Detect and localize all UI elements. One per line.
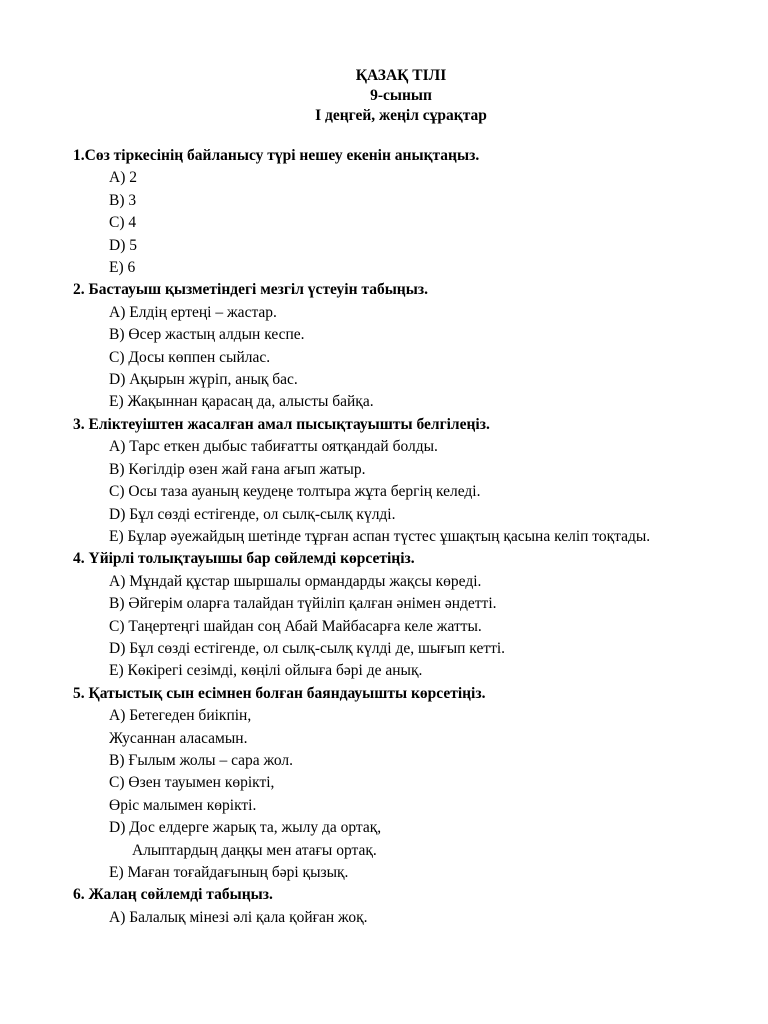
answer-option: D) 5 [109, 236, 137, 254]
answer-option: С) Осы таза ауаның кеудеңе толтыра жұта бергің келеді. [109, 483, 481, 501]
question-6 [73, 884, 693, 929]
answer-option: А) 2 [109, 169, 137, 187]
question-2 [73, 279, 693, 413]
answer-option: Е) Бұлар әуежайдың шетінде тұрған аспан түстес ұшақтың қасына келіп тоқтады. [109, 527, 651, 545]
questions-list [73, 145, 693, 929]
answer-option: Е) 6 [109, 259, 136, 277]
question-text: 1.Сөз тіркесінің байланысу түрі нешеу екенін анықтаңыз. [73, 147, 480, 164]
answer-option: Е) Маған тоғайдағының бәрі қызық. [109, 864, 349, 881]
question-text: 5. Қатыстық сын есімнен болған баяндауышты көрсетіңіз. [73, 684, 486, 702]
question-text: 2. Бастауыш қызметіндегі мезгіл үстеуін табыңыз. [73, 281, 428, 299]
grade-title: 9-сынып [370, 87, 432, 104]
answer-option: Е) Жақыннан қарасаң да, алысты байқа. [109, 393, 374, 411]
answer-option: А) Балалық мінезі әлі қала қойған жоқ. [109, 908, 368, 926]
question-text: 6. Жалаң сөйлемді табыңыз. [73, 886, 273, 904]
answer-option: А) Бетегеден биікпін, [109, 707, 252, 725]
question-5 [73, 683, 693, 885]
answer-option: А) Елдің ертеңі – жастар. [109, 303, 277, 321]
answer-option: В) Көгілдір өзен жай ғана ағып жатыр. [109, 460, 366, 478]
answer-option: D) Ақырын жүріп, анық бас. [109, 371, 298, 389]
subject-title: ҚАЗАҚ ТІЛІ [355, 67, 447, 84]
answer-option: С) Таңертеңгі шайдан соң Абай Майбасарға келе жатты. [109, 617, 482, 635]
answer-option: С) Досы көппен сыйлас. [109, 348, 271, 366]
answer-option-continuation: Жусаннан аласамын. [109, 729, 248, 747]
answer-option: D) Дос елдерге жарық та, жылу да ортақ, [109, 819, 382, 837]
answer-option: D) Бұл сөзді естігенде, ол сылқ-сылқ күлді. [109, 505, 396, 523]
answer-option: А) Тарс еткен дыбыс табиғатты оятқандай болды. [109, 438, 438, 456]
answer-option: Е) Көкірегі сезімді, көңілі ойлыға бәрі де анық. [109, 662, 423, 680]
answer-option: С) 4 [109, 214, 137, 232]
answer-option-continuation: Алыптардың даңқы мен атағы ортақ. [132, 841, 377, 859]
document-header [0, 66, 768, 126]
answer-option: D) Бұл сөзді естігенде, ол сылқ-сылқ күлді де, шығып кетті. [109, 639, 506, 657]
answer-option: В) 3 [109, 191, 137, 209]
question-text: 3. Еліктеуіштен жасалған амал пысықтауышты белгілеңіз. [73, 415, 490, 433]
answer-option: В) Ғылым жолы – сара жол. [109, 751, 294, 769]
question-4 [73, 548, 693, 682]
question-3 [73, 414, 693, 548]
answer-option: В) Әйгерім оларға талайдан түйіліп қалған әнімен әндетті. [109, 595, 497, 613]
level-title: І деңгей, жеңіл сұрақтар [315, 107, 487, 124]
answer-option: С) Өзен тауымен көрікті, [109, 774, 275, 792]
question-1 [73, 145, 693, 279]
answer-option-continuation: Өріс малымен көрікті. [109, 796, 257, 814]
answer-option: А) Мұндай құстар шыршалы ормандарды жақсы көреді. [109, 572, 482, 590]
question-text: 4. Үйірлі толықтауышы бар сөйлемді көрсетіңіз. [73, 550, 415, 568]
answer-option: В) Өсер жастың алдын кеспе. [109, 326, 305, 344]
